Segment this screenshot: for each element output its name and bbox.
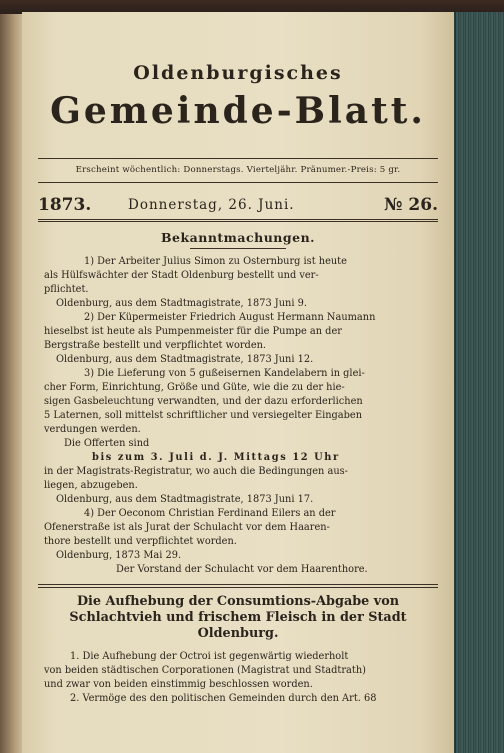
text-line: 3) Die Lieferung von 5 gußeisernen Kandelabern in glei- bbox=[84, 368, 365, 379]
text-line: pflichtet. bbox=[44, 284, 89, 295]
rule-section bbox=[38, 584, 438, 585]
issue-date: Donnerstag, 26. Juni. bbox=[128, 197, 295, 213]
section-heading-announcements: Bekanntmachungen. bbox=[160, 230, 316, 245]
section-heading-line: Oldenburg. bbox=[197, 626, 279, 641]
text-line: thore bestellt und verpflichtet worden. bbox=[44, 536, 237, 547]
text-line: Oldenburg, aus dem Stadtmagistrate, 1873 Juni 9. bbox=[56, 298, 307, 309]
masthead-line-1: Oldenburgisches bbox=[133, 62, 343, 84]
text-line: cher Form, Einrichtung, Größe und Güte, wie die zu der hie- bbox=[44, 382, 345, 393]
newspaper-page bbox=[22, 12, 454, 753]
issue-year: 1873. bbox=[38, 195, 92, 215]
short-rule bbox=[190, 248, 286, 249]
binding-gutter bbox=[0, 14, 22, 753]
rule-issue bbox=[38, 219, 438, 222]
text-line: 4) Der Oeconom Christian Ferdinand Eilers an der bbox=[84, 508, 336, 519]
text-line: Bergstraße bestellt und verpflichtet worden. bbox=[44, 340, 267, 351]
book-page-edges bbox=[454, 12, 504, 753]
text-line: als Hülfswächter der Stadt Oldenburg bestellt und ver- bbox=[44, 270, 319, 281]
section-heading-line: Schlachtvieh und frischem Fleisch in der Stadt bbox=[69, 610, 407, 625]
rule-section-2 bbox=[38, 587, 438, 588]
text-line: 1) Der Arbeiter Julius Simon zu Osternburg ist heute bbox=[84, 256, 347, 267]
text-line: liegen, abzugeben. bbox=[44, 480, 138, 491]
text-line: hieselbst ist heute als Pumpenmeister für die Pumpe an der bbox=[44, 326, 342, 337]
issue-number: № 26. bbox=[384, 195, 438, 215]
text-line: Ofenerstraße ist als Jurat der Schulacht vor dem Haaren- bbox=[44, 522, 330, 533]
text-line: und zwar von beiden einstimmig beschlossen worden. bbox=[44, 679, 313, 690]
deadline-line: bis zum 3. Juli d. J. Mittags 12 Uhr bbox=[92, 452, 340, 463]
text-line: in der Magistrats-Registratur, wo auch die Bedingungen aus- bbox=[44, 466, 348, 477]
rule-mid bbox=[38, 182, 438, 183]
text-line: Oldenburg, aus dem Stadtmagistrate, 1873 Juni 12. bbox=[56, 354, 314, 365]
section-heading-line: Die Aufhebung der Consumtions-Abgabe von bbox=[76, 594, 400, 609]
masthead-title: Gemeinde-Blatt. bbox=[50, 90, 426, 132]
rule-top bbox=[38, 158, 438, 159]
issue-line bbox=[38, 195, 438, 217]
signature-line: Der Vorstand der Schulacht vor dem Haarenthore. bbox=[116, 564, 368, 575]
text-line: sigen Gasbeleuchtung verwandten, und der dazu erforderlichen bbox=[44, 396, 363, 407]
text-line: von beiden städtischen Corporationen (Magistrat und Stadtrath) bbox=[44, 665, 366, 676]
text-line: Oldenburg, aus dem Stadtmagistrate, 1873 Juni 17. bbox=[56, 494, 314, 505]
text-line: Die Offerten sind bbox=[64, 438, 150, 449]
text-line: Oldenburg, 1873 Mai 29. bbox=[56, 550, 182, 561]
text-line: 2. Vermöge des den politischen Gemeinden durch den Art. 68 bbox=[70, 693, 377, 704]
masthead-subline: Erscheint wöchentlich: Donnerstags. Vierteljähr. Pränumer.-Preis: 5 gr. bbox=[75, 165, 401, 175]
text-line: 2) Der Küpermeister Friedrich August Hermann Naumann bbox=[84, 312, 376, 323]
text-line: 5 Laternen, soll mittelst schriftlicher und versiegelter Eingaben bbox=[44, 410, 363, 421]
text-line: 1. Die Aufhebung der Octroi ist gegenwärtig wiederholt bbox=[70, 651, 349, 662]
text-line: verdungen werden. bbox=[44, 424, 141, 435]
